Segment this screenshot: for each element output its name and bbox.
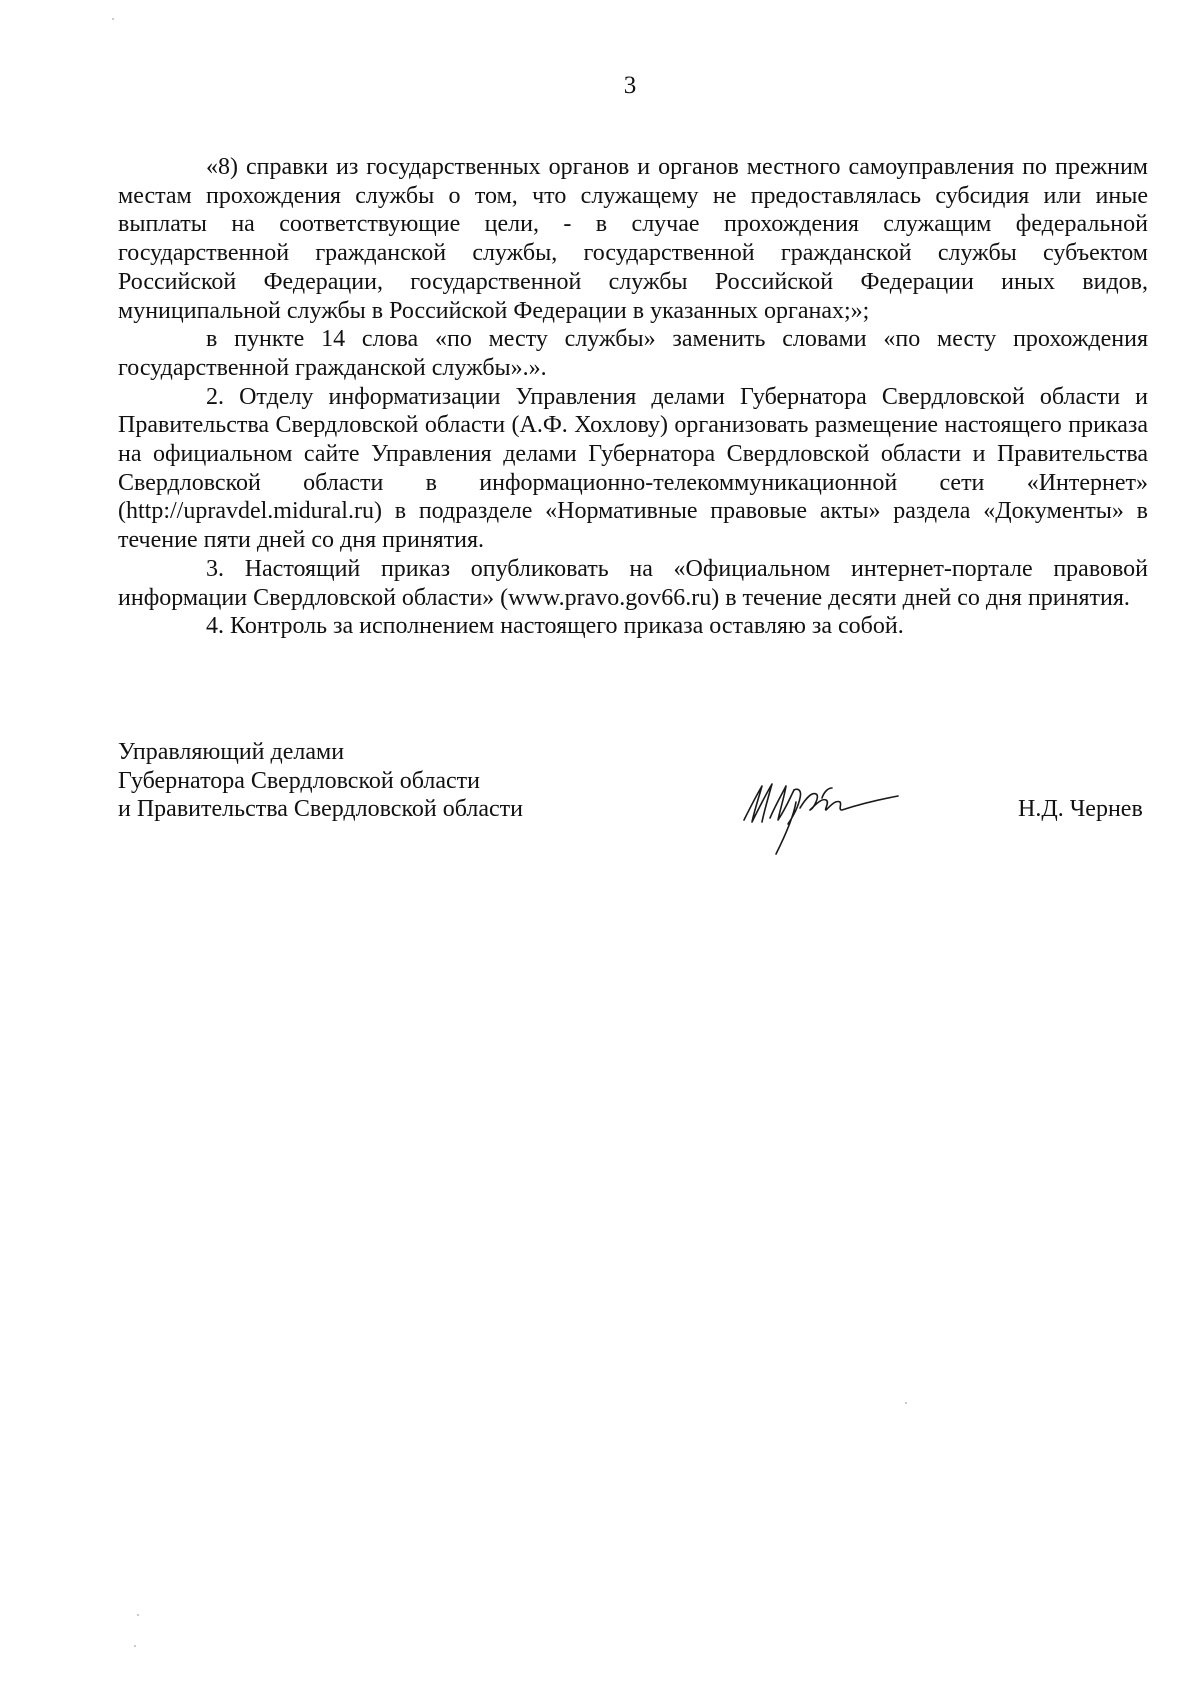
paragraph-section-4: 4. Контроль за исполнением настоящего приказа оставляю за собой.	[206, 613, 904, 640]
scan-speck	[137, 1614, 139, 1616]
scan-speck	[112, 18, 114, 20]
signatory-title-line: Губернатора Свердловской области	[118, 767, 480, 794]
paragraph-point-14-amendment: в пункте 14 слова «по месту службы» заменить словами «по месту прохождения государственной гражданской службы».».	[118, 326, 1148, 381]
signatory-name: Н.Д. Чернев	[1018, 796, 1143, 822]
signatory-title-line: и Правительства Свердловской области	[118, 796, 523, 823]
page-number: 3	[623, 72, 637, 99]
document-body	[118, 153, 1148, 641]
scan-speck	[134, 1645, 136, 1647]
signatory-title	[118, 738, 523, 824]
handwritten-signature	[736, 768, 906, 858]
signatory-title-line: Управляющий делами	[118, 739, 345, 765]
paragraph-item-8: «8) справки из государственных органов и органов местного самоуправления по прежним местам прохождения службы о том, что служащему не предоставлялась субсидия или иные выплаты на соответствующие цели, - в случае прохождения служащим федеральной государственной гражданской службы, государственной гражданской службы субъектом Российской Федерации, государственной службы Российской Федерации иных видов, муниципальной службы в Российской Федерации в указанных органах;»;	[118, 154, 1148, 324]
paragraph-section-3: 3. Настоящий приказ опубликовать на «Официальном интернет-портале правовой информации Свердловской области» (www.pravo.gov66.ru) в течение десяти дней со дня принятия.	[118, 555, 1148, 611]
paragraph-section-2: 2. Отделу информатизации Управления делами Губернатора Свердловской области и Правительства Свердловской области (А.Ф. Хохлову) организовать размещение настоящего приказа на официальном сайте Управления делами Губернатора Свердловской области и Правительства Свердловской области в информационно-телекоммуникационной сети «Интернет» (http://upravdel.midural.ru) в подразделе «Нормативные правовые акты» раздела «Документы» в течение пяти дней со дня принятия.	[118, 383, 1148, 554]
scan-speck	[905, 1402, 907, 1404]
